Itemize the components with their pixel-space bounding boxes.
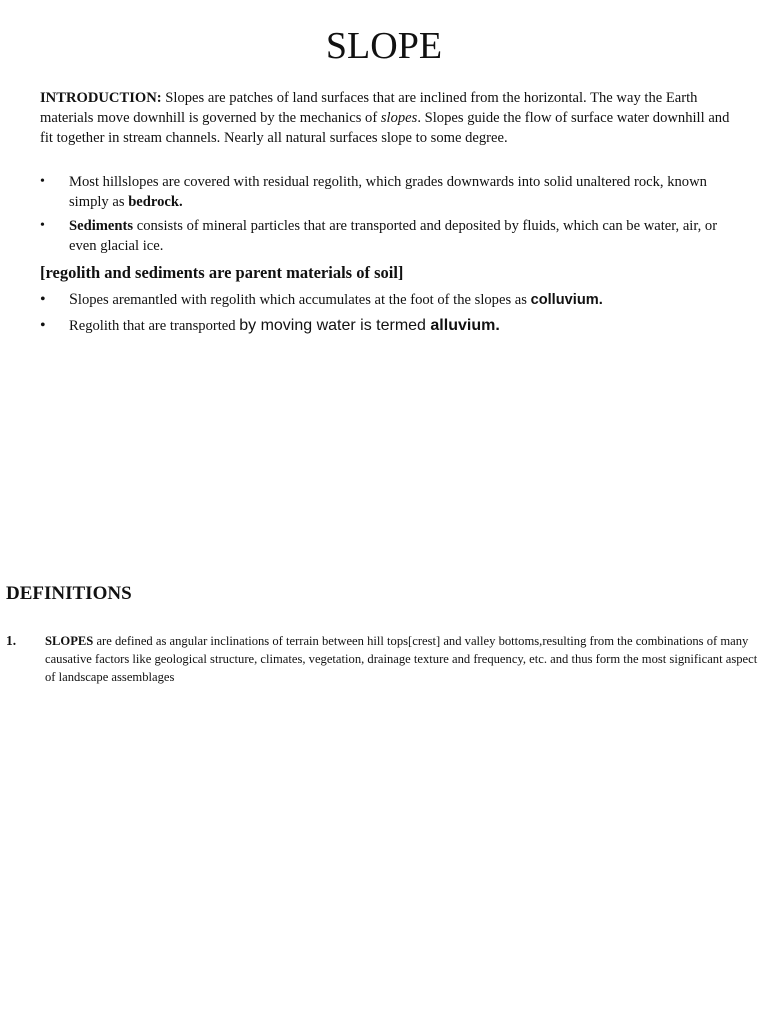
list-item-text: Regolith that are transported: [69, 318, 240, 334]
bullet-list-regolith: [40, 172, 730, 260]
definition-number: 1.: [6, 633, 17, 648]
introduction-paragraph: [40, 88, 730, 148]
list-item-alluvium: [40, 316, 740, 336]
list-item-hillslopes: [40, 172, 730, 212]
list-item-text: Most hillslopes are covered with residual regolith, which grades downwards into solid unaltered rock, known simply as: [69, 174, 707, 210]
bullet-icon: •: [40, 291, 46, 308]
definition-item-slopes: [6, 632, 761, 686]
definitions-heading: DEFINITIONS: [6, 583, 132, 604]
definition-body: are defined as angular inclinations of terrain between hill tops[crest] and valley bottoms,resulting from the combinations of many causative factors like geological structure, climates, vegetation, drainage texture and frequency, etc. and thus form the most significant aspect of landscape assemblages: [45, 634, 758, 684]
bullet-icon: •: [40, 218, 45, 233]
bullet-icon: •: [40, 317, 46, 334]
list-item-initial-letter: S: [69, 291, 78, 308]
list-item-bold-term: alluvium.: [430, 317, 500, 334]
introduction-text-1: Slopes are patches of land surfaces that are inclined from the horizontal. The way the Earth materials move downhill is governed by the mechanics of: [40, 90, 698, 126]
list-item-text: lopes aremantled with regolith which accumulates at the foot of the slopes as: [77, 292, 531, 308]
definition-term: SLOPES: [45, 634, 94, 648]
list-item-bold-term: bedrock.: [128, 194, 183, 210]
list-item-bold-term: Sediments: [69, 218, 134, 234]
bullet-list-transport: [40, 290, 740, 342]
list-item-sediments: [40, 216, 730, 256]
list-item-bold-term: colluvium.: [530, 292, 603, 308]
introduction-italic-term: slopes: [380, 110, 418, 126]
parent-materials-note: [regolith and sediments are parent materials of soil]: [40, 263, 404, 282]
introduction-text-2: . Slopes guide the flow of surface water downhill and fit together in stream channels. Nearly all natural surfaces slope to some degree.: [40, 110, 730, 146]
list-item-sans-phrase: by moving water is termed: [239, 317, 431, 334]
definition-text: [45, 632, 761, 686]
bullet-icon: •: [40, 174, 45, 189]
introduction-label: INTRODUCTION:: [40, 90, 162, 106]
list-item-colluvium: [40, 290, 740, 310]
list-item-text: consists of mineral particles that are transported and deposited by fluids, which can be water, air, or even glacial ice.: [69, 218, 718, 254]
list-item-sans-text: [239, 317, 500, 334]
page-title: SLOPE: [325, 25, 443, 67]
